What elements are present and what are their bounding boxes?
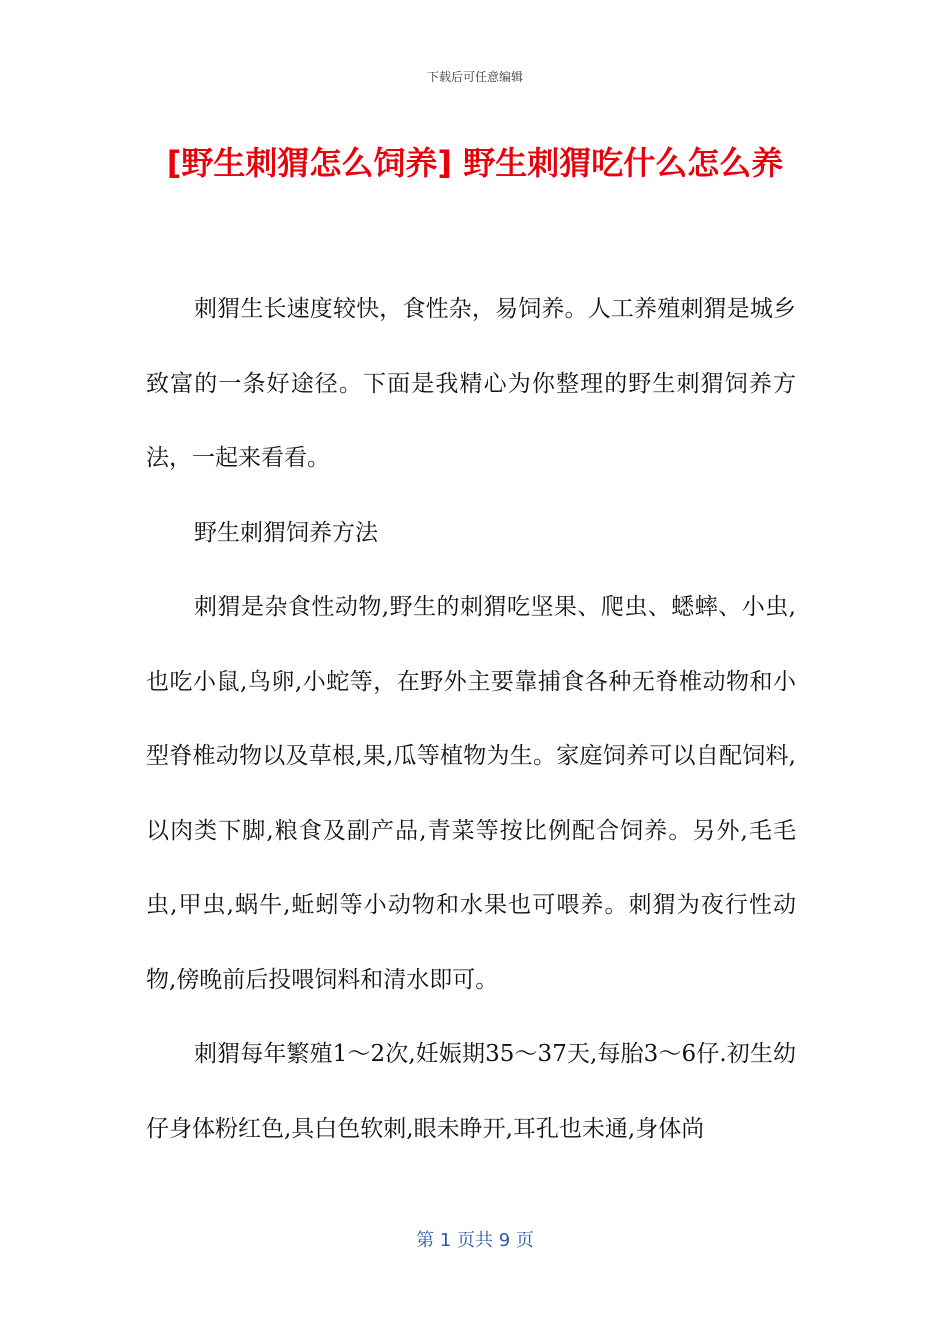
header-note: 下载后可任意编辑 [426,70,523,84]
paragraph-diet: 刺猬是杂食性动物,野生的刺猬吃坚果、爬虫、蟋蟀、小虫,也吃小鼠,鸟卵,小蛇等，在野外主要靠捕食各种无脊椎动物和小型脊椎动物以及草根,果,瓜等植物为生。家庭饲养可以自配饲料,以肉类下脚,粮食及副产品,青菜等按比例配合饲养。另外,毛毛虫,甲虫,蜗牛,蚯蚓等小动物和水果也可喂养。刺猬为夜行性动物,傍晚前后投喂饲料和清水即可。 [146,594,796,993]
paragraph-breeding: 刺猬每年繁殖1～2次,妊娠期35～37天,每胎3～6仔.初生幼仔身体粉红色,具白色软刺,眼未睁开,耳孔也未通,身体尚 [146,1041,796,1142]
paragraph-intro: 刺猬生长速度较快，食性杂，易饲养。人工养殖刺猬是城乡致富的一条好途径。下面是我精心为你整理的野生刺猬饲养方法，一起来看看。 [146,296,796,471]
paragraph-section-heading: 野生刺猬饲养方法 [194,519,378,546]
document-title: [野生刺猬怎么饲养] 野生刺猬吃什么怎么养 [166,144,784,182]
document-body [146,272,796,1166]
page-footer: 第 1 页共 9 页 [416,1230,534,1251]
